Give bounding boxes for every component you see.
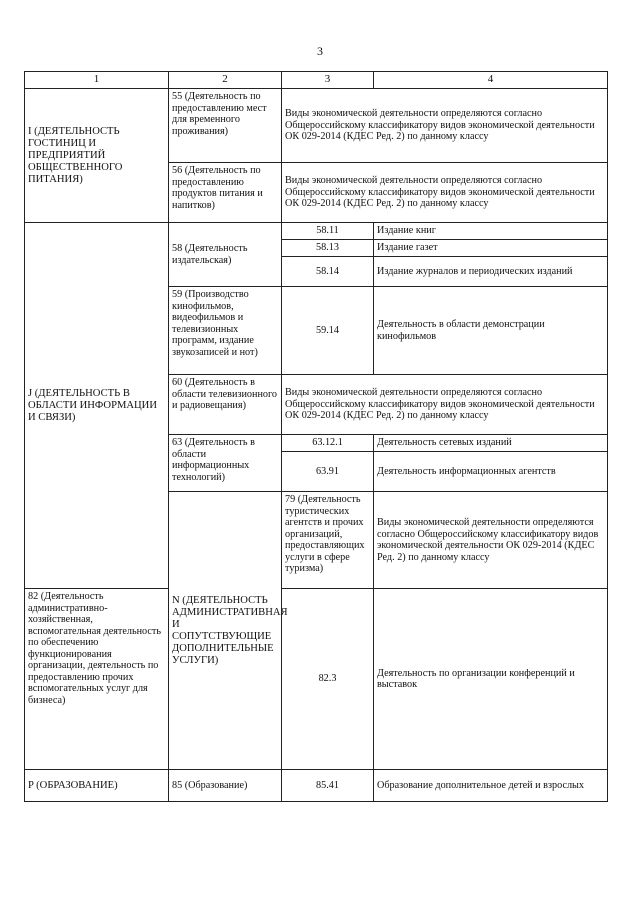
class-59: 59 (Производство кинофильмов, видеофильмов и телевизионных программ, издание звукозаписей и нот) bbox=[169, 287, 282, 375]
header-row bbox=[25, 72, 608, 89]
header-col-1: 1 bbox=[25, 72, 169, 89]
section-n-name: N (ДЕЯТЕЛЬНОСТЬ АДМИНИСТРАТИВНАЯ И СОПУТСТВУЮЩИЕ ДОПОЛНИТЕЛЬНЫЕ УСЛУГИ) bbox=[169, 492, 282, 770]
desc-82-3: Деятельность по организации конференций и выставок bbox=[374, 589, 608, 770]
code-63-91: 63.91 bbox=[282, 452, 374, 492]
code-58-14: 58.14 bbox=[282, 257, 374, 287]
header-col-3: 3 bbox=[282, 72, 374, 89]
desc-85-41: Образование дополнительное детей и взрослых bbox=[374, 770, 608, 802]
header-col-2: 2 bbox=[169, 72, 282, 89]
header-col-4: 4 bbox=[374, 72, 608, 89]
class-85: 85 (Образование) bbox=[169, 770, 282, 802]
table-row bbox=[25, 589, 608, 770]
code-58-13: 58.13 bbox=[282, 240, 374, 257]
desc-58-14: Издание журналов и периодических изданий bbox=[374, 257, 608, 287]
class-79: 79 (Деятельность туристических агентств и прочих организаций, предоставляющих услуги в сфере туризма) bbox=[282, 492, 374, 589]
section-i-name: I (ДЕЯТЕЛЬНОСТЬ ГОСТИНИЦ И ПРЕДПРИЯТИЙ ОБЩЕСТВЕННОГО ПИТАНИЯ) bbox=[25, 89, 169, 223]
page-number: 3 bbox=[317, 44, 323, 58]
table-row bbox=[25, 89, 608, 163]
section-j-name: J (ДЕЯТЕЛЬНОСТЬ В ОБЛАСТИ ИНФОРМАЦИИ И СВЯЗИ) bbox=[25, 223, 169, 589]
note-class-56: Виды экономической деятельности определяются согласно Общероссийскому классификатору видов экономической деятельности ОК 029-2014 (КДЕС Ред. 2) по данному классу bbox=[282, 163, 608, 223]
note-class-79: Виды экономической деятельности определяются согласно Общероссийскому классификатору видов экономической деятельности ОК 029-2014 (КДЕС Ред. 2) по данному классу bbox=[374, 492, 608, 589]
class-82: 82 (Деятельность административно-хозяйственная, вспомогательная деятельность по обеспечению функционирования организации, деятельность по предоставлению прочих вспомогательных услуг для бизнеса) bbox=[25, 589, 169, 770]
class-60: 60 (Деятельность в области телевизионного и радиовещания) bbox=[169, 375, 282, 435]
desc-63-12-1: Деятельность сетевых изданий bbox=[374, 435, 608, 452]
code-59-14: 59.14 bbox=[282, 287, 374, 375]
code-85-41: 85.41 bbox=[282, 770, 374, 802]
table-row bbox=[25, 223, 608, 240]
desc-58-11: Издание книг bbox=[374, 223, 608, 240]
note-class-60: Виды экономической деятельности определяются согласно Общероссийскому классификатору видов экономической деятельности ОК 029-2014 (КДЕС Ред. 2) по данному классу bbox=[282, 375, 608, 435]
code-82-3: 82.3 bbox=[282, 589, 374, 770]
classification-table bbox=[24, 71, 608, 802]
section-p-name: P (ОБРАЗОВАНИЕ) bbox=[25, 770, 169, 802]
class-55: 55 (Деятельность по предоставлению мест для временного проживания) bbox=[169, 89, 282, 163]
note-class-55: Виды экономической деятельности определяются согласно Общероссийскому классификатору видов экономической деятельности ОК 029-2014 (КДЕС Ред. 2) по данному классу bbox=[282, 89, 608, 163]
code-58-11: 58.11 bbox=[282, 223, 374, 240]
desc-63-91: Деятельность информационных агентств bbox=[374, 452, 608, 492]
class-63: 63 (Деятельность в области информационных технологий) bbox=[169, 435, 282, 492]
code-63-12-1: 63.12.1 bbox=[282, 435, 374, 452]
desc-59-14: Деятельность в области демонстрации кинофильмов bbox=[374, 287, 608, 375]
table-row bbox=[25, 770, 608, 802]
class-56: 56 (Деятельность по предоставлению продуктов питания и напитков) bbox=[169, 163, 282, 223]
class-58: 58 (Деятельность издательская) bbox=[169, 223, 282, 287]
desc-58-13: Издание газет bbox=[374, 240, 608, 257]
